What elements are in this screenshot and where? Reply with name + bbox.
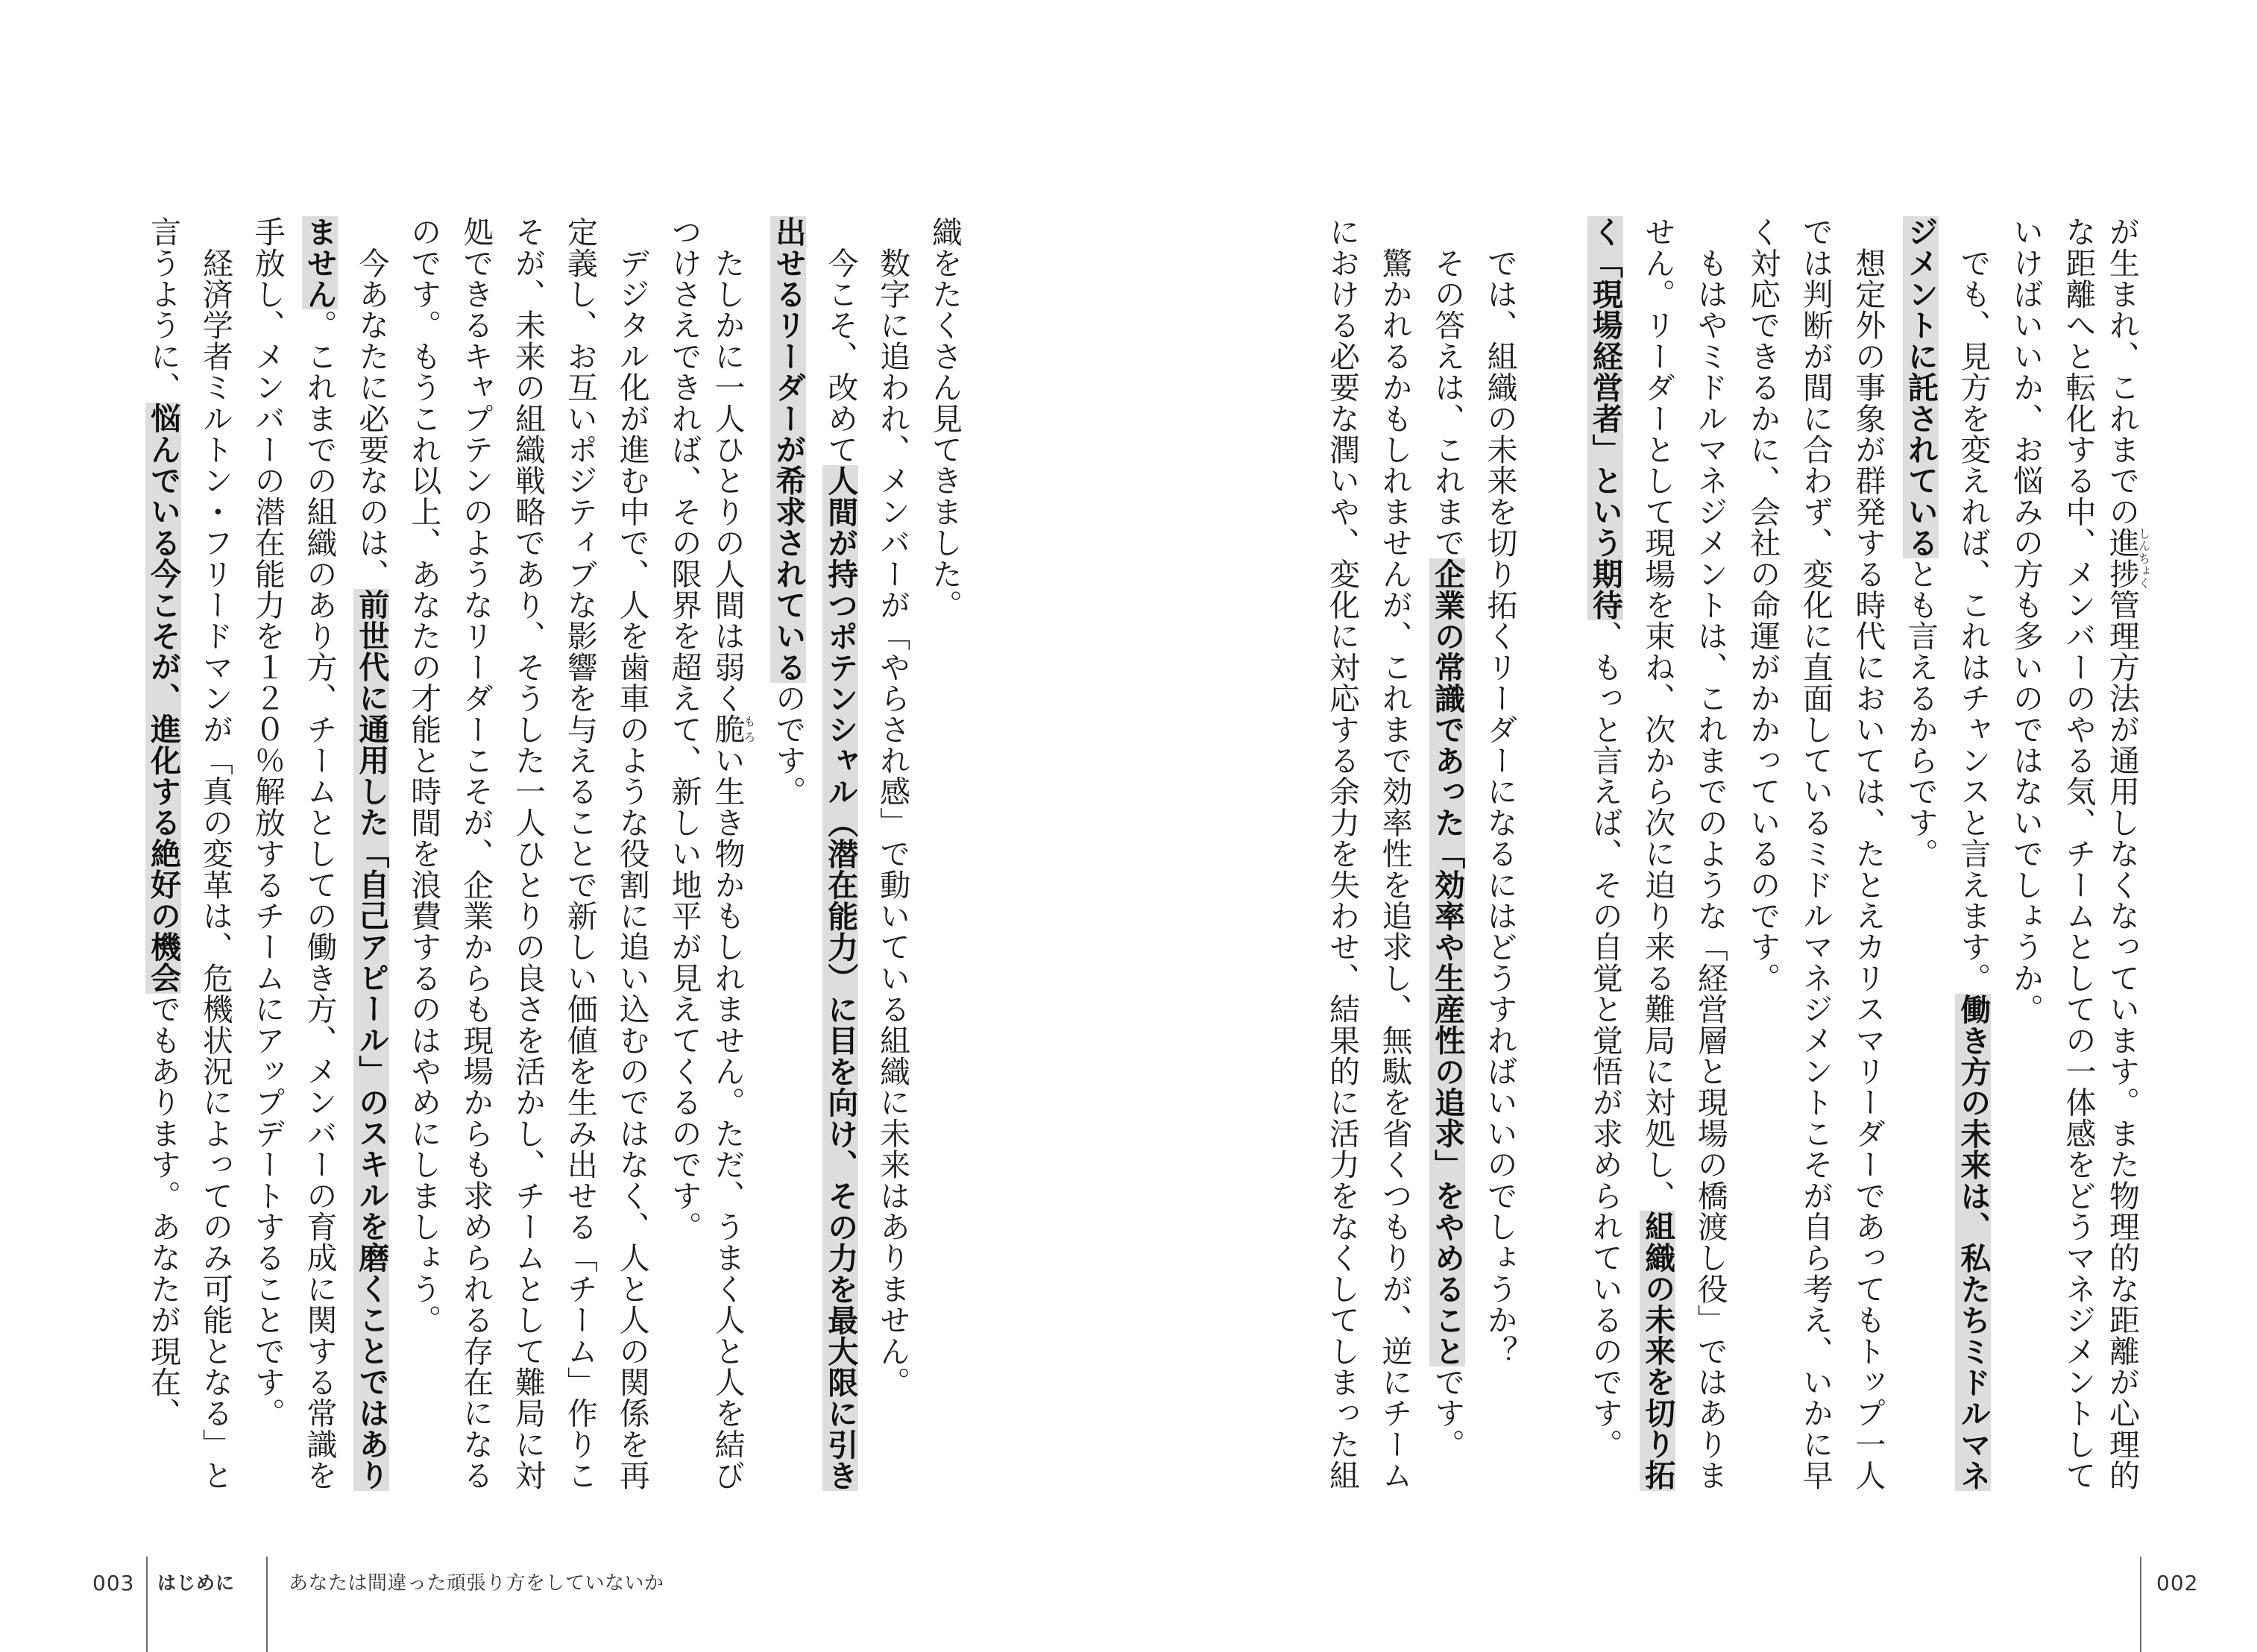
text-run: そが、未来の組織戦略であり、そうした一人ひとりの良さを活かし、チームとして難局に対: [510, 216, 547, 1491]
text-run: もはやミドルマネジメントは、これまでのような「経営層と現場の橋渡し役」ではありま: [1692, 216, 1728, 1491]
text-column: [666, 216, 703, 1513]
text-run: 今こそ、改めて: [822, 216, 859, 465]
text-run: 今あなたに必要なのは、: [353, 216, 390, 590]
text-run: い生き物かもしれません。ただ、うまく人と人を結び: [709, 744, 746, 1491]
page-number-left: 003: [92, 1571, 135, 1595]
text-column: [197, 216, 234, 1513]
text-column: [822, 216, 859, 1513]
text-column: [509, 216, 547, 1513]
text-column: [709, 216, 757, 1513]
emphasized-text: ジメントに託されている: [1902, 216, 1939, 558]
text-run: です。: [1429, 1366, 1466, 1460]
furigana: もろ: [742, 713, 757, 745]
text-column: [1849, 216, 1886, 1513]
text-run: せん。リーダーとして現場を束ね、次から次に迫り来る難局に対処し、: [1640, 216, 1676, 1211]
text-run: 手放し、メンバーの潜在能力を１２０％解放するチームにアップデートすることです。: [249, 216, 286, 1429]
text-run: とも言えるからです。: [1902, 558, 1939, 869]
text-column: [614, 216, 651, 1513]
text-run: のです。: [770, 682, 807, 807]
text-column: [926, 216, 963, 1513]
text-run: デジタル化が進む中で、人を歯車のような役割に追い込むのではなく、人と人の関係を再: [614, 216, 650, 1491]
page-number-right: 002: [2156, 1571, 2199, 1595]
text-column: [2059, 216, 2097, 1513]
text-run: いけばいいか、お悩みの方も多いのではないでしょうか。: [2007, 216, 2044, 1025]
emphasized-text: 企業の常識であった「効率や生産性の追求」をやめること: [1429, 558, 1466, 1366]
text-column: [1482, 216, 1519, 1513]
text-column: [1639, 216, 1676, 1513]
text-run: では判断が間に合わず、変化に直面しているミドルマネジメントこそが自ら考え、いかに早: [1797, 216, 1833, 1491]
chapter-label: はじめに: [157, 1572, 236, 1594]
text-column: [1744, 216, 1781, 1513]
text-run: における必要な潤いや、変化に対応する余力を失わせ、結果的に活力をなくしてしまった組: [1324, 216, 1361, 1491]
text-run: その答えは、これまで: [1429, 216, 1466, 558]
text-column: [1797, 216, 1834, 1513]
text-run: 言うように、: [145, 216, 181, 403]
text-run: 、もっと言えば、その自覚と覚悟が求められているのです。: [1587, 620, 1623, 1460]
text-column: [249, 216, 286, 1513]
emphasized-text: 前世代に通用した「自己アピール」のスキルを磨くことではあり: [353, 589, 390, 1491]
emphasized-text: 悩んでいる今こそが、進化する絶好の機会: [145, 403, 181, 994]
furigana: しんちょく: [2136, 527, 2151, 590]
footer-divider: [266, 1557, 268, 1652]
text-column: [1902, 216, 1939, 1513]
text-column: [874, 216, 911, 1513]
running-title: あなたは間違った頑張り方をしていないか: [289, 1572, 664, 1595]
text-run: つけさえできれば、その限界を超えて、新しい地平が見えてくるのです。: [666, 216, 702, 1243]
text-column: [1587, 216, 1624, 1513]
emphasized-text: ません: [301, 216, 338, 310]
text-run: 想定外の事象が群発する時代においては、たとえカリスマリーダーであってもトップ一人: [1850, 216, 1886, 1491]
text-column: [353, 216, 390, 1513]
text-run: 処できるキャプテンのようなリーダーこそが、企業からも現場からも求められる存在になる: [458, 216, 494, 1491]
text-column: [1376, 216, 1414, 1513]
emphasized-text: 組織の未来を切り拓: [1640, 1211, 1676, 1491]
text-run: が生まれ、これまでの: [2104, 216, 2140, 527]
text-run: 驚かれるかもしれませんが、これまで効率性を追求し、無駄を省くつもりが、逆にチーム: [1376, 216, 1413, 1491]
text-column: [2007, 216, 2044, 1513]
emphasized-text: 働き方の未来は、私たちミドルマネ: [1955, 993, 1992, 1491]
text-column: [1954, 216, 1992, 1513]
text-run: でもあります。あなたが現在、: [145, 993, 181, 1429]
ruby-base: 脆: [709, 713, 746, 745]
right-page: [1129, 0, 2257, 1652]
ruby-base: 進捗: [2104, 527, 2140, 590]
text-column: [769, 216, 807, 1513]
text-run: 。これまでの組織のあり方、チームとしての働き方、メンバーの育成に関する常識を: [301, 309, 338, 1491]
text-column: [1323, 216, 1361, 1513]
text-column: [1429, 216, 1466, 1513]
text-run: 経済学者ミルトン・フリードマンが「真の変革は、危機状況によってのみ可能となる」と: [197, 216, 233, 1491]
text-column: [2104, 216, 2151, 1513]
text-run: 定義し、お互いポジティブな影響を与えることで新しい価値を生み出せる「チーム」作りこ: [561, 216, 598, 1491]
text-run: く対応できるかに、会社の命運がかかっているのです。: [1745, 216, 1781, 994]
ruby-word: [2104, 527, 2151, 590]
text-run: な距離へと転化する中、メンバーのやる気、チームとしての一体感をどうマネジメントして: [2060, 216, 2097, 1491]
emphasized-text: く「現場経営者」という期待: [1587, 216, 1623, 621]
footer-divider: [2140, 1557, 2141, 1652]
text-column: [405, 216, 442, 1513]
emphasized-text: 出せるリーダーが希求されている: [770, 216, 807, 683]
text-column: [457, 216, 494, 1513]
ruby-word: [709, 713, 757, 745]
emphasized-text: 人間が持つポテンシャル（潜在能力）に目を向け、その力を最大限に引き: [822, 464, 859, 1491]
text-run: 管理方法が通用しなくなっています。また物理的な距離が心理的: [2104, 589, 2140, 1491]
text-run: のです。もうこれ以上、あなたの才能と時間を浪費するのはやめにしましょう。: [406, 216, 442, 1336]
text-column: [145, 216, 182, 1513]
text-column: [561, 216, 599, 1513]
text-column: [301, 216, 339, 1513]
text-column: [1692, 216, 1729, 1513]
left-page: [0, 0, 1128, 1652]
text-run: 織をたくさん見てきました。: [927, 216, 963, 621]
text-column: [1534, 216, 1571, 1513]
text-run: 数字に追われ、メンバーが「やらされ感」で動いている組織に未来はありません。: [875, 216, 911, 1398]
text-run: でも、見方を変えれば、これはチャンスと言えます。: [1955, 216, 1992, 994]
text-run: では、組織の未来を切り拓くリーダーになるにはどうすればいいのでしょうか？: [1482, 216, 1518, 1366]
footer-divider: [146, 1557, 148, 1652]
text-run: たしかに一人ひとりの人間は弱く: [709, 216, 746, 714]
